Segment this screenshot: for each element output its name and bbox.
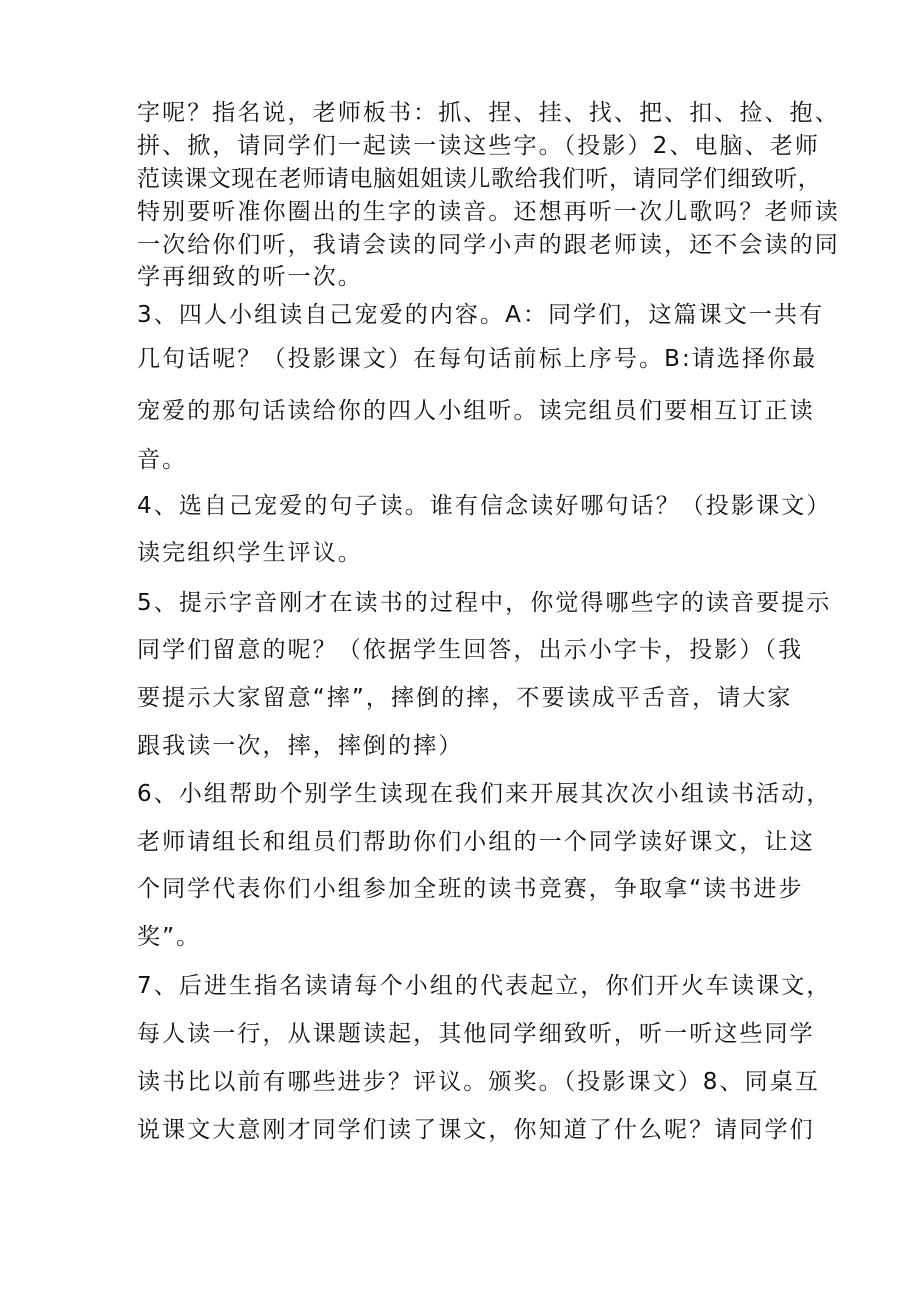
- text-line-7: 3、四人小组读自己宠爱的内容。A：同学们，这篇课文一共有: [137, 302, 825, 328]
- text-line-5: 一次给你们听，我请会读的同学小声的跟老师读，还不会读的同: [137, 232, 840, 258]
- text-line-15: 要提示大家留意“摔”，摔倒的摔，不要读成平舌音，请大家: [137, 685, 793, 711]
- text-line-17: 6、小组帮助个别学生读现在我们来开展其次次小组读书活动，: [137, 781, 832, 807]
- text-line-22: 每人读一行，从课题读起，其他同学细致听，听一听这些同学: [137, 1021, 815, 1047]
- text-line-16: 跟我读一次，摔，摔倒的摔）: [137, 733, 464, 759]
- text-line-9: 宠爱的那句话读给你的四人小组听。读完组员们要相互订正读: [137, 398, 815, 424]
- text-line-1: 字呢？指名说，老师板书：抓、捏、挂、找、把、扣、捡、抱、: [137, 100, 840, 126]
- text-line-12: 读完组织学生评议。: [137, 540, 363, 566]
- text-line-13: 5、提示字音刚才在读书的过程中，你觉得哪些字的读音要提示: [137, 590, 832, 616]
- text-line-18: 老师请组长和组员们帮助你们小组的一个同学读好课文，让这: [137, 829, 815, 855]
- text-line-19: 个同学代表你们小组参加全班的读书竞赛，争取拿“读书进步: [137, 876, 804, 902]
- text-line-6: 学再细致的听一次。: [137, 264, 363, 290]
- text-line-2: 拼、掀，请同学们一起读一读这些字。（投影）2、电脑、老师: [137, 133, 820, 159]
- text-line-24: 说课文大意刚才同学们读了课文，你知道了什么呢？请同学们: [137, 1117, 815, 1143]
- text-line-14: 同学们留意的呢？（依据学生回答，出示小字卡，投影）（我: [137, 637, 804, 663]
- text-line-8: 几句话呢？（投影课文）在每句话前标上序号。B:请选择你最: [137, 346, 818, 372]
- text-line-21: 7、后进生指名读请每个小组的代表起立，你们开火车读课文，: [137, 973, 832, 999]
- text-line-11: 4、选自己宠爱的句子读。谁有信念读好哪句话？（投影课文）: [137, 493, 832, 519]
- text-line-3: 范读课文现在老师请电脑姐姐读儿歌给我们听，请同学们细致听，: [137, 166, 822, 192]
- text-line-20: 奖”。: [137, 924, 202, 950]
- text-line-4: 特别要听准你圈出的生字的读音。还想再听一次儿歌吗？老师读: [137, 199, 840, 225]
- text-line-23: 读书比以前有哪些进步？评议。颁奖。（投影课文）8、同桌互: [137, 1069, 820, 1095]
- text-line-10: 音。: [137, 447, 188, 473]
